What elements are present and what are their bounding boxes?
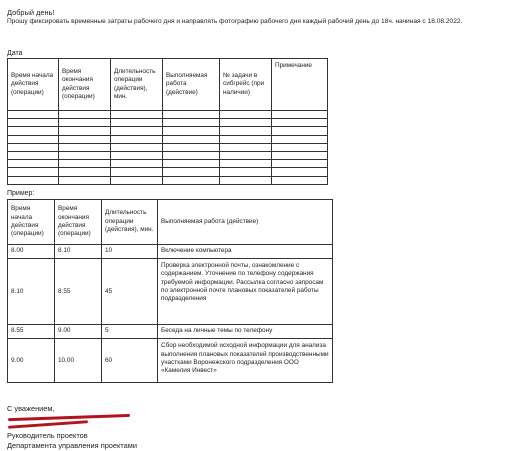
header-work: Выполняемая работа (действие): [158, 200, 333, 245]
cell-start: 8.00: [8, 245, 55, 259]
empty-timesheet-table: [7, 58, 328, 185]
empty-cell: [163, 168, 220, 176]
empty-cell: [111, 151, 163, 159]
signature-position: Руководитель проектов: [7, 431, 88, 440]
header-end-time: Время окончания действия (операции): [55, 200, 102, 245]
cell-work: Сбор необходимой исходной информации для анализа выполнения плановых показателей производственными участками Воронежского подразделения ООО «Камелия Инвест»: [158, 339, 333, 383]
cell-work: Беседа на личные темы по телефону: [158, 325, 333, 339]
example-timesheet-table: [7, 199, 333, 383]
redaction-mark: [8, 420, 88, 429]
cell-end: 8.10: [55, 245, 102, 259]
empty-cell: [220, 176, 272, 184]
empty-table-row: [8, 111, 328, 119]
empty-cell: [59, 176, 111, 184]
cell-duration: 60: [102, 339, 158, 383]
table-row: [8, 339, 333, 383]
header-start-time: Время начала действия (операции): [8, 200, 55, 245]
empty-cell: [111, 160, 163, 168]
cell-end: 10.00: [55, 339, 102, 383]
table-row: [8, 259, 333, 325]
empty-cell: [59, 119, 111, 127]
empty-cell: [272, 151, 328, 159]
empty-table-row: [8, 119, 328, 127]
cell-duration: 5: [102, 325, 158, 339]
empty-cell: [111, 168, 163, 176]
cell-start: 8.10: [8, 259, 55, 325]
cell-start: 8.55: [8, 325, 55, 339]
empty-cell: [220, 119, 272, 127]
empty-cell: [220, 135, 272, 143]
empty-cell: [272, 135, 328, 143]
empty-cell: [163, 151, 220, 159]
cell-duration: 45: [102, 259, 158, 325]
signature-closing: С уважением,: [7, 404, 55, 413]
empty-cell: [272, 111, 328, 119]
empty-cell: [59, 111, 111, 119]
empty-cell: [220, 127, 272, 135]
empty-cell: [59, 168, 111, 176]
request-text: Прошу фиксировать временные затраты рабочего дня и направлять фотографию рабочего дня каждый рабочий день до 18ч. начиная с 18.08.2022.: [7, 18, 463, 25]
empty-cell: [163, 176, 220, 184]
empty-cell: [111, 176, 163, 184]
empty-cell: [111, 135, 163, 143]
signature-department: Департамента управления проектами: [7, 441, 137, 450]
empty-table-row: [8, 127, 328, 135]
header-duration: Длительность операции (действия), мин.: [111, 59, 163, 111]
table-header-row: [8, 200, 333, 245]
cell-work: Включение компьютера: [158, 245, 333, 259]
empty-table-row: [8, 176, 328, 184]
empty-cell: [111, 119, 163, 127]
empty-cell: [8, 143, 59, 151]
empty-table-row: [8, 168, 328, 176]
empty-cell: [163, 127, 220, 135]
empty-cell: [8, 119, 59, 127]
example-label: Пример:: [7, 190, 35, 197]
empty-table-row: [8, 160, 328, 168]
empty-cell: [111, 127, 163, 135]
cell-duration: 10: [102, 245, 158, 259]
empty-table-row: [8, 135, 328, 143]
header-task-number: № задачи в сибгрейс (при наличии): [220, 59, 272, 111]
empty-cell: [8, 168, 59, 176]
header-work: Выполняемая работа (действие): [163, 59, 220, 111]
empty-cell: [59, 143, 111, 151]
empty-cell: [272, 160, 328, 168]
header-note: Примечание: [272, 59, 328, 111]
empty-cell: [8, 111, 59, 119]
table-row: [8, 245, 333, 259]
empty-cell: [8, 160, 59, 168]
empty-cell: [8, 135, 59, 143]
date-label: Дата: [7, 50, 23, 57]
empty-cell: [8, 127, 59, 135]
empty-cell: [163, 160, 220, 168]
cell-work: Проверка электронной почты, ознакомление с содержанием. Уточнение по телефону содержания требуемой информации. Рассылка согласно запросам по электронной почте плановых показателей работы подразделения: [158, 259, 333, 325]
header-duration: Длительность операции (действия), мин.: [102, 200, 158, 245]
empty-cell: [163, 111, 220, 119]
empty-table-row: [8, 151, 328, 159]
table-header-row: [8, 59, 328, 111]
empty-cell: [59, 151, 111, 159]
cell-end: 8.55: [55, 259, 102, 325]
empty-cell: [111, 111, 163, 119]
empty-cell: [8, 151, 59, 159]
empty-cell: [8, 176, 59, 184]
cell-start: 9.00: [8, 339, 55, 383]
empty-cell: [272, 168, 328, 176]
empty-cell: [220, 111, 272, 119]
redaction-mark: [8, 414, 130, 421]
empty-cell: [220, 143, 272, 151]
header-end-time: Время окончания действия (операции): [59, 59, 111, 111]
empty-cell: [163, 135, 220, 143]
empty-cell: [59, 160, 111, 168]
empty-cell: [272, 127, 328, 135]
empty-cell: [272, 119, 328, 127]
empty-cell: [220, 168, 272, 176]
empty-cell: [163, 119, 220, 127]
empty-cell: [272, 143, 328, 151]
table-row: [8, 325, 333, 339]
empty-cell: [59, 127, 111, 135]
empty-cell: [59, 135, 111, 143]
header-start-time: Время начала действия (операции): [8, 59, 59, 111]
empty-table-row: [8, 143, 328, 151]
empty-cell: [272, 176, 328, 184]
cell-end: 9.00: [55, 325, 102, 339]
empty-cell: [220, 151, 272, 159]
empty-cell: [220, 160, 272, 168]
empty-cell: [111, 143, 163, 151]
empty-cell: [163, 143, 220, 151]
greeting: Добрый день!: [7, 8, 55, 17]
